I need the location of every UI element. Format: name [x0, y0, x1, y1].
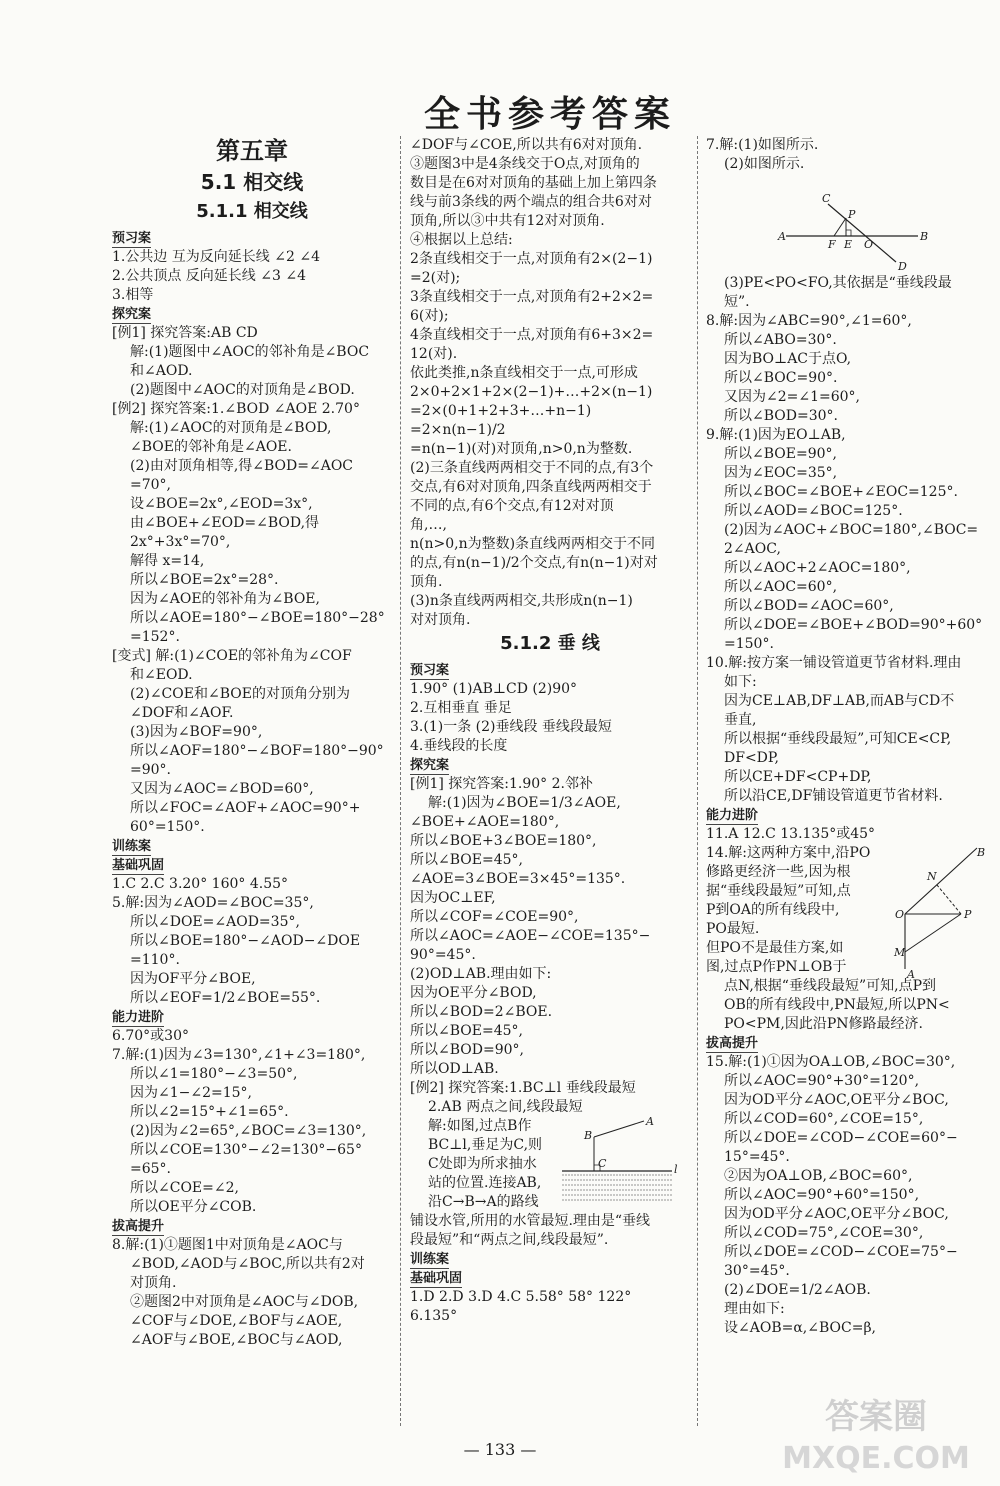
answer-line: 90°=45°. — [410, 947, 476, 963]
answer-line: 5.解:因为∠AOD=∠BOC=35°, — [112, 895, 314, 911]
answer-line: [例2] 探究答案:1.∠BOD ∠AOE 2.70° — [112, 401, 360, 417]
label-P: P — [964, 908, 972, 921]
pump-station-diagram — [562, 1117, 682, 1227]
answer-line: 所以∠BOD=90°, — [410, 1042, 524, 1058]
answer-line: 因为OF平分∠BOE, — [130, 971, 256, 987]
ray-OB — [905, 848, 977, 914]
column-divider — [400, 136, 401, 1426]
answer-column-2 — [410, 136, 690, 1326]
answer-line: 沿C→B→A的路线 — [428, 1194, 539, 1210]
answer-line: PO<PM,因此沿PN修路最经济. — [724, 1016, 923, 1032]
subsection-row — [112, 856, 392, 875]
subsection-row — [112, 305, 392, 324]
label-P: P — [848, 208, 856, 221]
answer-line: OB的所有线段中,PN最短,所以PN< — [724, 997, 950, 1013]
answer-line: 铺设水管,所用的水管最短.理由是“垂线 — [410, 1213, 651, 1229]
answer-line: (3)因为∠BOF=90°, — [130, 724, 263, 740]
answer-line: =150°. — [724, 636, 774, 652]
answer-line: 6(对); — [410, 308, 449, 324]
answer-line: 4.垂线段的长度 — [410, 738, 508, 754]
answer-line: 所以∠COE=∠2, — [130, 1180, 239, 1196]
answer-line: 所以∠COD=75°,∠COE=30°, — [724, 1225, 924, 1241]
label-C: C — [598, 1157, 607, 1170]
label-B: B — [977, 846, 986, 859]
label-O: O — [864, 238, 874, 251]
answer-line: 因为OD平分∠AOC,OE平分∠BOC, — [724, 1206, 949, 1222]
answer-line: ∠DOF与∠COE,所以共有6对对顶角. — [410, 137, 643, 153]
answer-line: 所以沿CE,DF铺设管道更节省材料. — [724, 788, 943, 804]
road-plan-diagram — [891, 844, 986, 979]
subsection-row — [112, 837, 392, 856]
answer-line: 所以∠FOC=∠AOF+∠AOC=90°+ — [130, 800, 361, 816]
subsection-row — [410, 756, 690, 775]
answer-line: ∠AOE=3∠BOE=3×45°=135°. — [410, 871, 626, 887]
subsection-row — [706, 1034, 986, 1053]
answer-line: 顶角. — [410, 574, 443, 590]
answer-line: (2)因为∠2=65°,∠BOC=∠3=130°, — [130, 1123, 367, 1139]
label-l: l — [674, 1163, 678, 1176]
column-divider — [697, 136, 698, 1426]
subsection-row — [706, 806, 986, 825]
answer-line: (2)∠COE和∠BOE的对顶角分别为 — [130, 686, 350, 702]
answer-line: 15°=45°. — [724, 1149, 790, 1165]
answer-line: ②因为OA⊥OB,∠BOC=60°, — [724, 1168, 913, 1184]
subsection-label: 基础巩固 — [410, 1271, 463, 1286]
answer-line: (2)因为∠AOC+∠BOC=180°,∠BOC= — [724, 522, 979, 538]
subsection-label: 探究案 — [410, 758, 450, 773]
answer-line: 解:(1)因为∠BOE=1/3∠AOE, — [428, 795, 621, 811]
answer-line: 所以OD⊥AB. — [410, 1061, 499, 1077]
answer-line: ③题图3中是4条线交于O点,对顶角的 — [410, 156, 640, 172]
answer-line: 2条直线相交于一点,对顶角有2×(2−1) — [410, 251, 653, 267]
label-C: C — [822, 192, 831, 205]
subsection-label: 能力进阶 — [706, 808, 759, 823]
answer-line: 所以∠DOE=∠AOD=35°, — [130, 914, 300, 930]
subsection-label: 训练案 — [112, 839, 152, 854]
label-B: B — [920, 230, 929, 243]
answer-line: 设∠AOB=α,∠BOC=β, — [724, 1320, 876, 1336]
answer-line: 2.AB 两点之间,线段最短 — [428, 1099, 583, 1115]
answer-line: 3条直线相交于一点,对顶角有2+2×2= — [410, 289, 654, 305]
answer-line: 8.解:(1)①题图1中对顶角是∠AOC与 — [112, 1237, 343, 1253]
answer-line: 所以∠DOE=∠BOE+∠BOD=90°+60° — [724, 617, 983, 633]
line-CD — [828, 204, 896, 262]
answer-line: 所以∠AOE=180°−∠BOE=180°−28° — [130, 610, 385, 626]
answer-line: ∠BOE+∠AOE=180°, — [410, 814, 560, 830]
watermark-title: 答案圈 — [825, 1397, 927, 1437]
subsection-label: 预习案 — [410, 663, 450, 678]
answer-line: 11.A 12.C 13.135°或45° — [706, 826, 876, 842]
answer-line: 2×0+2×1+2×(2−1)+…+2×(n−1) — [410, 384, 653, 400]
label-O: O — [895, 908, 905, 921]
answer-line: 所以∠BOD=30°. — [724, 408, 838, 424]
answer-line: 所以∠DOE=∠COD−∠COE=60°− — [724, 1130, 958, 1146]
watermark-url: MXQE.COM — [782, 1441, 970, 1476]
subsection-label: 预习案 — [112, 231, 152, 246]
right-angle-mark — [846, 230, 851, 236]
answer-line: (2)题图中∠AOC的对顶角是∠BOD. — [130, 382, 355, 398]
answer-line: 9.解:(1)因为EO⊥AB, — [706, 427, 846, 443]
answer-line: 解:(1)题图中∠AOC的邻补角是∠BOC — [130, 344, 370, 360]
subsection-label: 能力进阶 — [112, 1010, 165, 1025]
answer-line: 又因为∠2=∠1=60°, — [724, 389, 861, 405]
answer-line: =90°. — [130, 762, 171, 778]
answer-line: 依此类推,n条直线相交于一点,可形成 — [410, 365, 638, 381]
answer-line: 1.公共边 互为反向延长线 ∠2 ∠4 — [112, 249, 320, 265]
answer-line: 7.解:(1)因为∠3=130°,∠1+∠3=180°, — [112, 1047, 366, 1063]
answer-line: 3.(1)一条 (2)垂线段 垂线段最短 — [410, 719, 612, 735]
answer-line: 所以∠1=180°−∠3=50°, — [130, 1066, 298, 1082]
answer-line: ∠DOF和∠AOF. — [130, 705, 234, 721]
answer-line: 因为∠AOE的邻补角为∠BOE, — [130, 591, 320, 607]
figure-text-block — [410, 1117, 690, 1212]
answer-line: [例1] 探究答案:AB CD — [112, 325, 258, 341]
answer-line: 2∠AOC, — [724, 541, 781, 557]
answer-line: 如下: — [724, 674, 757, 690]
label-E: E — [844, 238, 853, 251]
answer-line: P到OA的所有线段中, — [706, 902, 840, 918]
page-number: — 133 — — [463, 1440, 537, 1459]
answer-line: 12(对). — [410, 346, 458, 362]
answer-line: 解得 x=14, — [130, 553, 205, 569]
answer-line: 2.互相垂直 垂足 — [410, 700, 512, 716]
subsection-label: 拔高提升 — [112, 1219, 165, 1234]
answer-line: 所以∠AOC=90°+30°=120°, — [724, 1073, 920, 1089]
answer-line: 所以∠COF=∠COE=90°, — [410, 909, 579, 925]
answer-line: 因为BO⊥AC于点O, — [724, 351, 852, 367]
answer-line: 2x°+3x°=70°, — [130, 534, 231, 550]
answer-line: 14.解:这两种方案中,沿PO — [706, 845, 871, 861]
answer-line: 的点,有n(n−1)/2个交点,有n(n−1)对对 — [410, 555, 658, 571]
answer-line: (3)PE<PO<FO,其依据是“垂线段最 — [724, 275, 952, 291]
answer-line: 所以∠AOC=90°+60°=150°, — [724, 1187, 920, 1203]
answer-line: 因为OD平分∠AOC,OE平分∠BOC, — [724, 1092, 949, 1108]
subsection-row — [410, 1269, 690, 1288]
answer-column-3 — [706, 136, 986, 1338]
answer-line: 数目是在6对对顶角的基础上加上第四条 — [410, 175, 657, 191]
answer-line: [变式] 解:(1)∠COE的邻补角为∠COF — [112, 648, 352, 664]
label-M: M — [894, 946, 906, 959]
answer-line: C处即为所求抽水 — [428, 1156, 537, 1172]
answer-line: DF<DP, — [724, 750, 779, 766]
answer-line: 30°=45°. — [724, 1263, 790, 1279]
answer-line: 15.解:(1)①因为OA⊥OB,∠BOC=30°, — [706, 1054, 956, 1070]
subsection-label: 探究案 — [112, 307, 152, 322]
answer-line: 所以∠BOD=∠AOC=60°, — [724, 598, 894, 614]
answer-line: 60°=150°. — [130, 819, 205, 835]
subsection-row — [112, 1217, 392, 1236]
answer-line: [例2] 探究答案:1.BC⊥l 垂线段最短 — [410, 1080, 636, 1096]
subsection-label: 拔高提升 — [706, 1036, 759, 1051]
answer-line: 所以∠ABO=30°. — [724, 332, 837, 348]
answer-line: (2)由对顶角相等,得∠BOD=∠AOC — [130, 458, 354, 474]
answer-line: 3.相等 — [112, 287, 154, 303]
perpendicular-diagram-1 — [706, 174, 976, 274]
answer-line: 垂直, — [724, 712, 757, 728]
answer-line: 所以∠BOE=180°−∠AOD−∠DOE — [130, 933, 361, 949]
answer-line: =2×(0+1+2+3+…+n−1) — [410, 403, 592, 419]
answer-line: 所以∠BOC=90°. — [724, 370, 838, 386]
section-heading: 5.1 相交线 — [200, 170, 304, 194]
answer-line: 所以∠BOE=45°, — [410, 1023, 523, 1039]
answer-line: 图,过点P作PN⊥OB于 — [706, 959, 847, 975]
answer-line: 所以∠DOE=∠COD−∠COE=75°− — [724, 1244, 958, 1260]
answer-line: =2(对); — [410, 270, 461, 286]
answer-line: 所以CE+DF<CP+DP, — [724, 769, 872, 785]
answer-line: 站的位置.连接AB, — [428, 1175, 542, 1191]
subsection-row — [112, 229, 392, 248]
segment-PM — [905, 914, 961, 952]
answer-column-1 — [112, 136, 392, 1350]
answer-line: 10.解:按方案一铺设管道更节省材料.理由 — [706, 655, 962, 671]
answer-line: 所以∠EOF=1/2∠BOE=55°. — [130, 990, 321, 1006]
answer-line: 角,…, — [410, 517, 447, 533]
answer-line: 对对顶角. — [410, 612, 471, 628]
answer-line: 因为CE⊥AB,DF⊥AB,而AB与CD不 — [724, 693, 955, 709]
answer-line: ④根据以上总结: — [410, 232, 513, 248]
answer-line: 但PO不是最佳方案,如 — [706, 940, 844, 956]
watermark-logo — [766, 1388, 986, 1478]
answer-line: ②题图2中对顶角是∠AOC与∠DOB, — [130, 1294, 359, 1310]
answer-line: 因为OC⊥EF, — [410, 890, 496, 906]
answer-line: 因为∠1−∠2=15°, — [130, 1085, 253, 1101]
answer-line: 短”. — [724, 294, 750, 310]
chapter-heading: 第五章 — [216, 137, 288, 165]
answer-line: ∠COF与∠DOE,∠BOF与∠AOE, — [130, 1313, 343, 1329]
answer-line: (2)如图所示. — [724, 156, 805, 172]
subsection-label: 基础巩固 — [112, 858, 165, 873]
answer-line: 和∠AOD. — [130, 363, 193, 379]
answer-line: 所以∠2=15°+∠1=65°. — [130, 1104, 289, 1120]
answer-line: =152°. — [130, 629, 180, 645]
answer-line: 所以∠AOC=60°, — [724, 579, 838, 595]
answer-line: 所以∠AOC=∠AOE−∠COE=135°− — [410, 928, 651, 944]
label-N: N — [927, 870, 937, 883]
answer-line: ∠AOF与∠BOE,∠BOC与∠AOD, — [130, 1332, 343, 1348]
answer-line: ∠BOE的邻补角是∠AOE. — [130, 439, 292, 455]
label-A: A — [778, 230, 786, 243]
answer-line: 设∠BOE=2x°,∠EOD=3x°, — [130, 496, 313, 512]
answer-line: 2.公共顶点 反向延长线 ∠3 ∠4 — [112, 268, 306, 284]
page-title: 全书参考答案 — [423, 94, 676, 135]
answer-line: 据“垂线段最短”可知,点 — [706, 883, 851, 899]
figure-text-block — [706, 844, 986, 981]
segment-PF — [834, 218, 846, 236]
answer-line: 1.90° (1)AB⊥CD (2)90° — [410, 681, 578, 697]
label-B: B — [584, 1129, 593, 1142]
answer-line: 1.C 2.C 3.20° 160° 4.55° — [112, 876, 289, 892]
answer-line: 所以∠BOE=90°, — [724, 446, 837, 462]
answer-line: 修路更经济一些,因为根 — [706, 864, 851, 880]
segment-PN — [937, 885, 961, 914]
answer-line: 所以∠BOD=2∠BOE. — [410, 1004, 553, 1020]
label-D: D — [898, 260, 907, 273]
answer-line: 所以∠AOC+2∠AOC=180°, — [724, 560, 911, 576]
answer-line: 和∠EOD. — [130, 667, 193, 683]
answer-line: 所以∠AOD=∠BOC=125°. — [724, 503, 903, 519]
label-A: A — [646, 1115, 654, 1128]
answer-line: (2)三条直线两两相交于不同的点,有3个 — [410, 460, 654, 476]
answer-line: =110°. — [130, 952, 180, 968]
segment-AB — [594, 1121, 644, 1137]
answer-line: (2)OD⊥AB.理由如下: — [410, 966, 552, 982]
answer-line: 所以∠BOE+3∠BOE=180°, — [410, 833, 597, 849]
section-heading: 5.1.1 相交线 — [196, 201, 308, 222]
answer-line: 4条直线相交于一点,对顶角有6+3×2= — [410, 327, 654, 343]
answer-line: ∠BOD,∠AOD与∠BOC,所以共有2对 — [130, 1256, 365, 1272]
answer-line: 所以OE平分∠COB. — [130, 1199, 257, 1215]
answer-line: 所以∠COD=60°,∠COE=15°, — [724, 1111, 924, 1127]
answer-line: 所以根据“垂线段最短”,可知CE<CP, — [724, 731, 952, 747]
answer-line: (2)∠DOE=1/2∠AOB. — [724, 1282, 871, 1298]
subsection-row — [112, 1008, 392, 1027]
answer-line: 8.解:因为∠ABC=90°,∠1=60°, — [706, 313, 912, 329]
answer-line: 对顶角. — [130, 1275, 177, 1291]
subsection-row — [410, 661, 690, 680]
answer-line: 线与前3条线的两个端点的组合共6对对 — [410, 194, 652, 210]
answer-line: 又因为∠AOC=∠BOD=60°, — [130, 781, 314, 797]
answer-line: =2×n(n−1)/2 — [410, 422, 506, 438]
answer-line: 点N,根据“垂线段最短”可知,点P到 — [724, 978, 936, 994]
answer-line: 因为OE平分∠BOD, — [410, 985, 537, 1001]
answer-line: PO最短. — [706, 921, 760, 937]
answer-line: 所以∠BOE=2x°=28°. — [130, 572, 279, 588]
answer-line: 所以∠AOF=180°−∠BOF=180°−90° — [130, 743, 384, 759]
answer-line: BC⊥l,垂足为C,则 — [428, 1137, 543, 1153]
answer-line: 因为∠EOC=35°, — [724, 465, 838, 481]
answer-line: =65°. — [130, 1161, 171, 1177]
answer-line: 6.135° — [410, 1308, 458, 1324]
section-heading: 5.1.2 垂 线 — [500, 633, 600, 654]
answer-line: (3)n条直线两两相交,共形成n(n−1) — [410, 593, 633, 609]
answer-line: 1.D 2.D 3.D 4.C 5.58° 58° 122° — [410, 1289, 632, 1305]
label-F: F — [828, 238, 836, 251]
answer-line: 解:如图,过点B作 — [428, 1118, 532, 1134]
answer-line: 所以∠BOC=∠BOE+∠EOC=125°. — [724, 484, 958, 500]
answer-line: 由∠BOE+∠EOD=∠BOD,得 — [130, 515, 320, 531]
answer-line: 不同的点,有6个交点,有12对对顶 — [410, 498, 614, 514]
answer-line: 顶角,所以③中共有12对对顶角. — [410, 213, 605, 229]
answer-line: 解:(1)∠AOC的对顶角是∠BOD, — [130, 420, 332, 436]
answer-line: =70°, — [130, 477, 171, 493]
label-A: A — [907, 968, 915, 981]
answer-line: 7.解:(1)如图所示. — [706, 137, 819, 153]
answer-line: 6.70°或30° — [112, 1028, 189, 1044]
answer-line: n(n>0,n为整数)条直线两两相交于不同 — [410, 536, 656, 552]
subsection-row — [410, 1250, 690, 1269]
answer-line: 所以∠BOE=45°, — [410, 852, 523, 868]
answer-line: 所以∠COE=130°−∠2=130°−65° — [130, 1142, 362, 1158]
answer-line: 交点,有6对对顶角,四条直线两两相交于 — [410, 479, 652, 495]
answer-line: =n(n−1)(对)对顶角,n>0,n为整数. — [410, 441, 633, 457]
answer-line: [例1] 探究答案:1.90° 2.邻补 — [410, 776, 593, 792]
answer-line: 理由如下: — [724, 1301, 785, 1317]
answer-line: 段最短”和“两点之间,线段最短”. — [410, 1232, 609, 1248]
subsection-label: 训练案 — [410, 1252, 450, 1267]
